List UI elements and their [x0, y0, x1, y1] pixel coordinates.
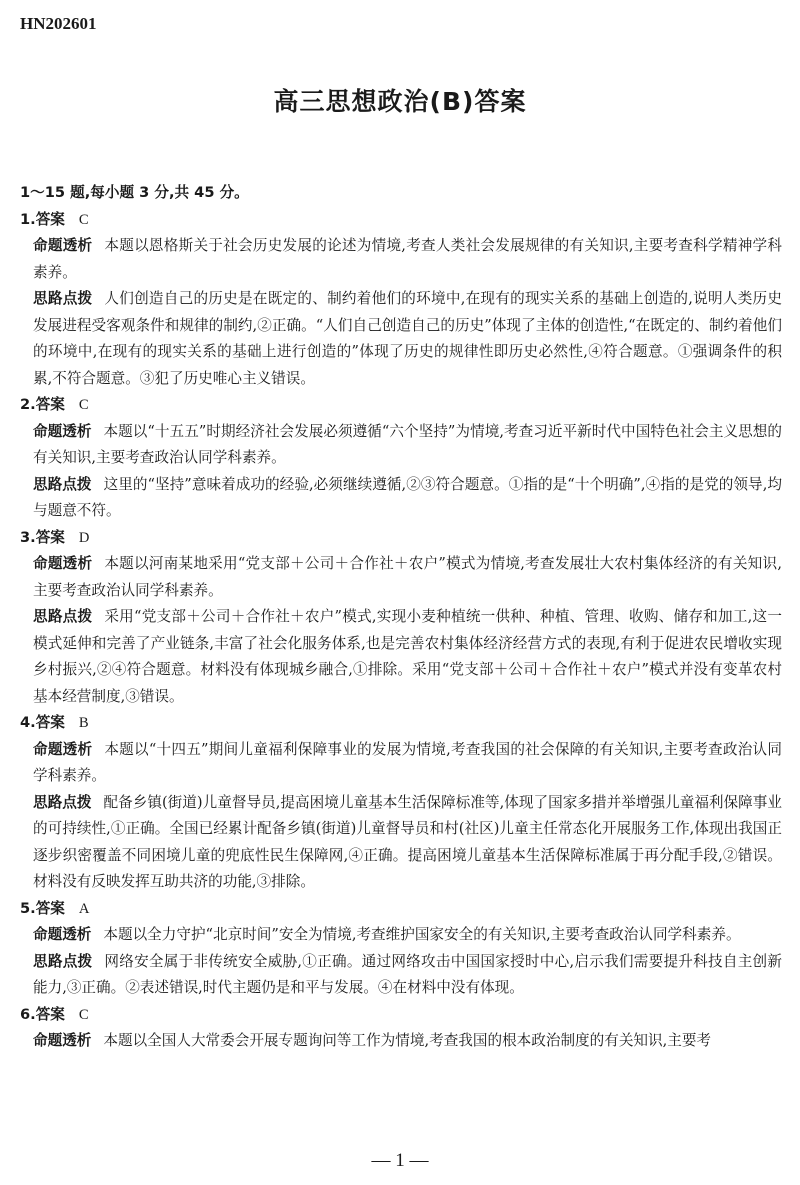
hint-label: 思路点拨	[33, 290, 93, 307]
question-item	[20, 1002, 782, 1055]
question-number: 5.	[20, 899, 36, 917]
analysis-label: 命题透析	[33, 740, 93, 758]
question-number: 1.	[20, 210, 36, 228]
question-number: 6.	[20, 1005, 36, 1023]
hint-text: 配备乡镇(街道)儿童督导员,提高困境儿童基本生活保障标准等,体现了国家多措并举增强儿童福利保障事业的可持续性,①正确。全国已经累计配备乡镇(街道)儿童督导员和村(社区)儿童主任常态化开展服务工作,体现出我国正逐步织密覆盖不同困境儿童的兜底性民生保障网,④正确。提高困境儿童基本生活保障标准属于再分配手段,②错误。材料没有反映发挥互助共济的功能,③排除。	[33, 793, 782, 890]
answer-value: C	[78, 1006, 89, 1023]
hint-paragraph	[33, 472, 782, 525]
answer-label: 答案	[35, 528, 65, 546]
question-header	[20, 896, 782, 923]
question-list	[20, 207, 782, 1055]
hint-label: 思路点拨	[33, 793, 92, 811]
analysis-paragraph	[33, 922, 782, 949]
question-item	[20, 392, 782, 525]
hint-paragraph	[33, 949, 782, 1002]
analysis-label: 命题透析	[33, 422, 92, 440]
analysis-text: 本题以河南某地采用“党支部＋公司＋合作社＋农户”模式为情境,考查发展壮大农村集体经济的有关知识,主要考查政治认同学科素养。	[33, 555, 782, 599]
question-header	[20, 1002, 782, 1029]
answer-value: C	[78, 397, 89, 413]
section-intro: 1～15 题,每小题 3 分,共 45 分。	[20, 184, 249, 201]
answer-label: 答案	[35, 210, 65, 228]
question-header	[20, 207, 782, 234]
analysis-label: 命题透析	[33, 926, 92, 943]
question-item	[20, 525, 782, 711]
answer-label: 答案	[35, 396, 65, 413]
answer-label: 答案	[35, 1005, 65, 1023]
hint-label: 思路点拨	[33, 952, 93, 970]
answer-value: B	[78, 715, 89, 731]
answer-value: C	[78, 211, 89, 228]
answer-label: 答案	[35, 714, 65, 731]
hint-text: 网络安全属于非传统安全威胁,①正确。通过网络攻击中国国家授时中心,启示我们需要提升科技自主创新能力,③正确。②表述错误,时代主题仍是和平与发展。④在材料中没有体现。	[33, 952, 782, 996]
analysis-text: 本题以全国人大常委会开展专题询问等工作为情境,考查我国的根本政治制度的有关知识,主要考	[103, 1032, 712, 1049]
analysis-label: 命题透析	[33, 237, 93, 254]
page-title: 高三思想政治(B)答案	[273, 87, 527, 116]
hint-label: 思路点拨	[33, 608, 93, 625]
analysis-label: 命题透析	[33, 1032, 92, 1049]
hint-paragraph	[33, 604, 782, 710]
page-number: — 1 —	[371, 1150, 429, 1171]
hint-paragraph	[33, 790, 782, 896]
question-item	[20, 710, 782, 896]
analysis-paragraph	[33, 233, 782, 286]
document-code: HN202601	[20, 14, 97, 33]
hint-text: 人们创造自己的历史是在既定的、制约着他们的环境中,在现有的现实关系的基础上创造的,说明人类历史发展进程受客观条件和规律的制约,②正确。“人们自己创造自己的历史”体现了主体的创造性,“在既定的、制约着他们的环境中,在现有的现实关系的基础上进行创造的”体现了历史的规律性即历史必然性,④符合题意。①强调条件的积累,不符合题意。③犯了历史唯心主义错误。	[33, 290, 782, 387]
question-number: 3.	[20, 528, 36, 546]
question-item	[20, 207, 782, 393]
question-header	[20, 392, 782, 419]
analysis-paragraph	[33, 1028, 782, 1055]
question-header	[20, 710, 782, 737]
analysis-text: 本题以全力守护“北京时间”安全为情境,考查维护国家安全的有关知识,主要考查政治认同学科素养。	[103, 926, 741, 943]
analysis-paragraph	[33, 551, 782, 604]
hint-text: 这里的“坚持”意味着成功的经验,必须继续遵循,②③符合题意。①指的是“十个明确”,④指的是党的领导,均与题意不符。	[33, 475, 782, 519]
answer-value: D	[78, 529, 90, 546]
question-number: 4.	[20, 714, 36, 731]
analysis-paragraph	[33, 419, 782, 472]
analysis-text: 本题以“十四五”期间儿童福利保障事业的发展为情境,考查我国的社会保障的有关知识,主要考查政治认同学科素养。	[33, 740, 782, 784]
analysis-paragraph	[33, 737, 782, 790]
analysis-label: 命题透析	[33, 555, 93, 572]
question-item	[20, 896, 782, 1002]
hint-label: 思路点拨	[33, 475, 92, 493]
analysis-text: 本题以“十五五”时期经济社会发展必须遵循“六个坚持”为情境,考查习近平新时代中国特色社会主义思想的有关知识,主要考查政治认同学科素养。	[33, 422, 782, 466]
answer-label: 答案	[35, 899, 65, 917]
question-number: 2.	[20, 396, 36, 413]
answer-value: A	[78, 900, 90, 917]
answer-content	[20, 180, 782, 1055]
analysis-text: 本题以恩格斯关于社会历史发展的论述为情境,考查人类社会发展规律的有关知识,主要考查科学精神学科素养。	[33, 237, 782, 281]
question-header	[20, 525, 782, 552]
hint-paragraph	[33, 286, 782, 392]
hint-text: 采用“党支部＋公司＋合作社＋农户”模式,实现小麦种植统一供种、种植、管理、收购、储存和加工,这一模式延伸和完善了产业链条,丰富了社会化服务体系,也是完善农村集体经济经营方式的表现,有利于促进农民增收实现乡村振兴,②④符合题意。材料没有体现城乡融合,①排除。采用“党支部＋公司＋合作社＋农户”模式并没有变革农村基本经营制度,③错误。	[33, 608, 782, 705]
